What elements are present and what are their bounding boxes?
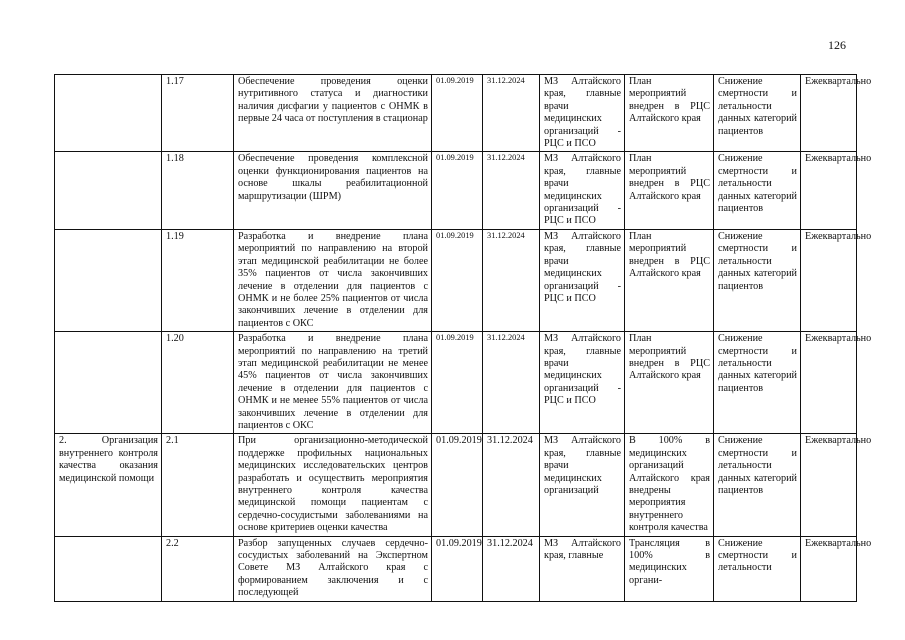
section-cell bbox=[55, 75, 162, 152]
responsible-cell: МЗ Алтайского края, главные врачи медицинских организаций - РЦС и ПСО bbox=[540, 75, 625, 152]
item-number-cell: 1.20 bbox=[162, 332, 234, 434]
end-date-cell: 31.12.2024 bbox=[483, 332, 540, 434]
section-cell bbox=[55, 229, 162, 331]
table-row bbox=[55, 536, 857, 601]
activity-cell: Обеспечение проведения оценки нутритивного статуса и диагностики наличия дисфагии у пациентов с ОНМК в первые 24 часа от поступления в стационар bbox=[234, 75, 432, 152]
activity-cell: Разбор запущенных случаев сердечно-сосудистых заболеваний на Экспертном Совете МЗ Алтайского края с формированием заключения и с последующей bbox=[234, 536, 432, 601]
indicator-cell: Снижение смертности и летальности данных категорий пациентов bbox=[714, 332, 801, 434]
item-number-cell: 1.18 bbox=[162, 152, 234, 229]
responsible-cell: МЗ Алтайского края, главные врачи медицинских организаций - РЦС и ПСО bbox=[540, 332, 625, 434]
responsible-cell: МЗ Алтайского края, главные врачи медицинских организаций - РЦС и ПСО bbox=[540, 229, 625, 331]
result-cell: Трансляция в 100% в медицинских органи- bbox=[625, 536, 714, 601]
indicator-cell: Снижение смертности и летальности данных категорий пациентов bbox=[714, 75, 801, 152]
item-number-cell: 1.19 bbox=[162, 229, 234, 331]
indicator-cell: Снижение смертности и летальности bbox=[714, 536, 801, 601]
activity-cell: Разработка и внедрение плана мероприятий по направлению на второй этап медицинской реабилитации не более 35% пациентов от числа закончивших лечение в отделении для пациентов с ОНМК и не более 25% пациентов от числа закончивших лечение в отделении для пациентов с ОКС bbox=[234, 229, 432, 331]
start-date-cell: 01.09.2019 bbox=[432, 434, 483, 536]
item-number-cell: 2.2 bbox=[162, 536, 234, 601]
frequency-cell: Ежеквартально bbox=[801, 536, 857, 601]
table-row bbox=[55, 332, 857, 434]
result-cell: План мероприятий внедрен в РЦС Алтайского края bbox=[625, 152, 714, 229]
frequency-cell: Ежеквартально bbox=[801, 152, 857, 229]
responsible-cell: МЗ Алтайского края, главные врачи медицинских организаций - РЦС и ПСО bbox=[540, 152, 625, 229]
page-number: 126 bbox=[828, 38, 846, 52]
section-cell bbox=[55, 152, 162, 229]
frequency-cell: Ежеквартально bbox=[801, 75, 857, 152]
start-date-cell: 01.09.2019 bbox=[432, 229, 483, 331]
result-cell: В 100% в медицинских организаций Алтайского края внедрены мероприятия внутреннего контроля качества bbox=[625, 434, 714, 536]
end-date-cell: 31.12.2024 bbox=[483, 152, 540, 229]
indicator-cell: Снижение смертности и летальности данных категорий пациентов bbox=[714, 152, 801, 229]
responsible-cell: МЗ Алтайского края, главные bbox=[540, 536, 625, 601]
end-date-cell: 31.12.2024 bbox=[483, 434, 540, 536]
frequency-cell: Ежеквартально bbox=[801, 229, 857, 331]
table-row bbox=[55, 152, 857, 229]
table-row bbox=[55, 75, 857, 152]
responsible-cell: МЗ Алтайского края, главные врачи медицинских организаций bbox=[540, 434, 625, 536]
action-plan-table bbox=[54, 74, 872, 602]
section-cell bbox=[55, 536, 162, 601]
section-cell bbox=[55, 332, 162, 434]
result-cell: План мероприятий внедрен в РЦС Алтайского края bbox=[625, 332, 714, 434]
frequency-cell: Ежеквартально bbox=[801, 434, 857, 536]
result-cell: План мероприятий внедрен в РЦС Алтайского края bbox=[625, 75, 714, 152]
start-date-cell: 01.09.2019 bbox=[432, 332, 483, 434]
activity-cell: Разработка и внедрение плана мероприятий по направлению на третий этап медицинской реабилитации не менее 45% пациентов от числа закончивших лечение в отделении для пациентов с ОНМК и не менее 55% пациентов от числа закончивших лечение в отделении для пациентов с ОКС bbox=[234, 332, 432, 434]
table-row bbox=[55, 434, 857, 536]
end-date-cell: 31.12.2024 bbox=[483, 229, 540, 331]
start-date-cell: 01.09.2019 bbox=[432, 75, 483, 152]
start-date-cell: 01.09.2019 bbox=[432, 536, 483, 601]
start-date-cell: 01.09.2019 bbox=[432, 152, 483, 229]
activity-cell: При организационно-методической поддержке профильных национальных медицинских исследовательских центров разработать и осуществить мероприятия внутреннего контроля качества медицинской помощи пациентам с сердечно-сосудистыми заболеваниями на основе критериев оценки качества bbox=[234, 434, 432, 536]
section-cell: 2. Организация внутреннего контроля качества оказания медицинской помощи bbox=[55, 434, 162, 536]
indicator-cell: Снижение смертности и летальности данных категорий пациентов bbox=[714, 229, 801, 331]
frequency-cell: Ежеквартально bbox=[801, 332, 857, 434]
table-row bbox=[55, 229, 857, 331]
result-cell: План мероприятий внедрен в РЦС Алтайского края bbox=[625, 229, 714, 331]
end-date-cell: 31.12.2024 bbox=[483, 75, 540, 152]
activity-cell: Обеспечение проведения комплексной оценки функционирования пациентов на основе шкалы реабилитационной маршрутизации (ШРМ) bbox=[234, 152, 432, 229]
end-date-cell: 31.12.2024 bbox=[483, 536, 540, 601]
item-number-cell: 1.17 bbox=[162, 75, 234, 152]
item-number-cell: 2.1 bbox=[162, 434, 234, 536]
indicator-cell: Снижение смертности и летальности данных категорий пациентов bbox=[714, 434, 801, 536]
